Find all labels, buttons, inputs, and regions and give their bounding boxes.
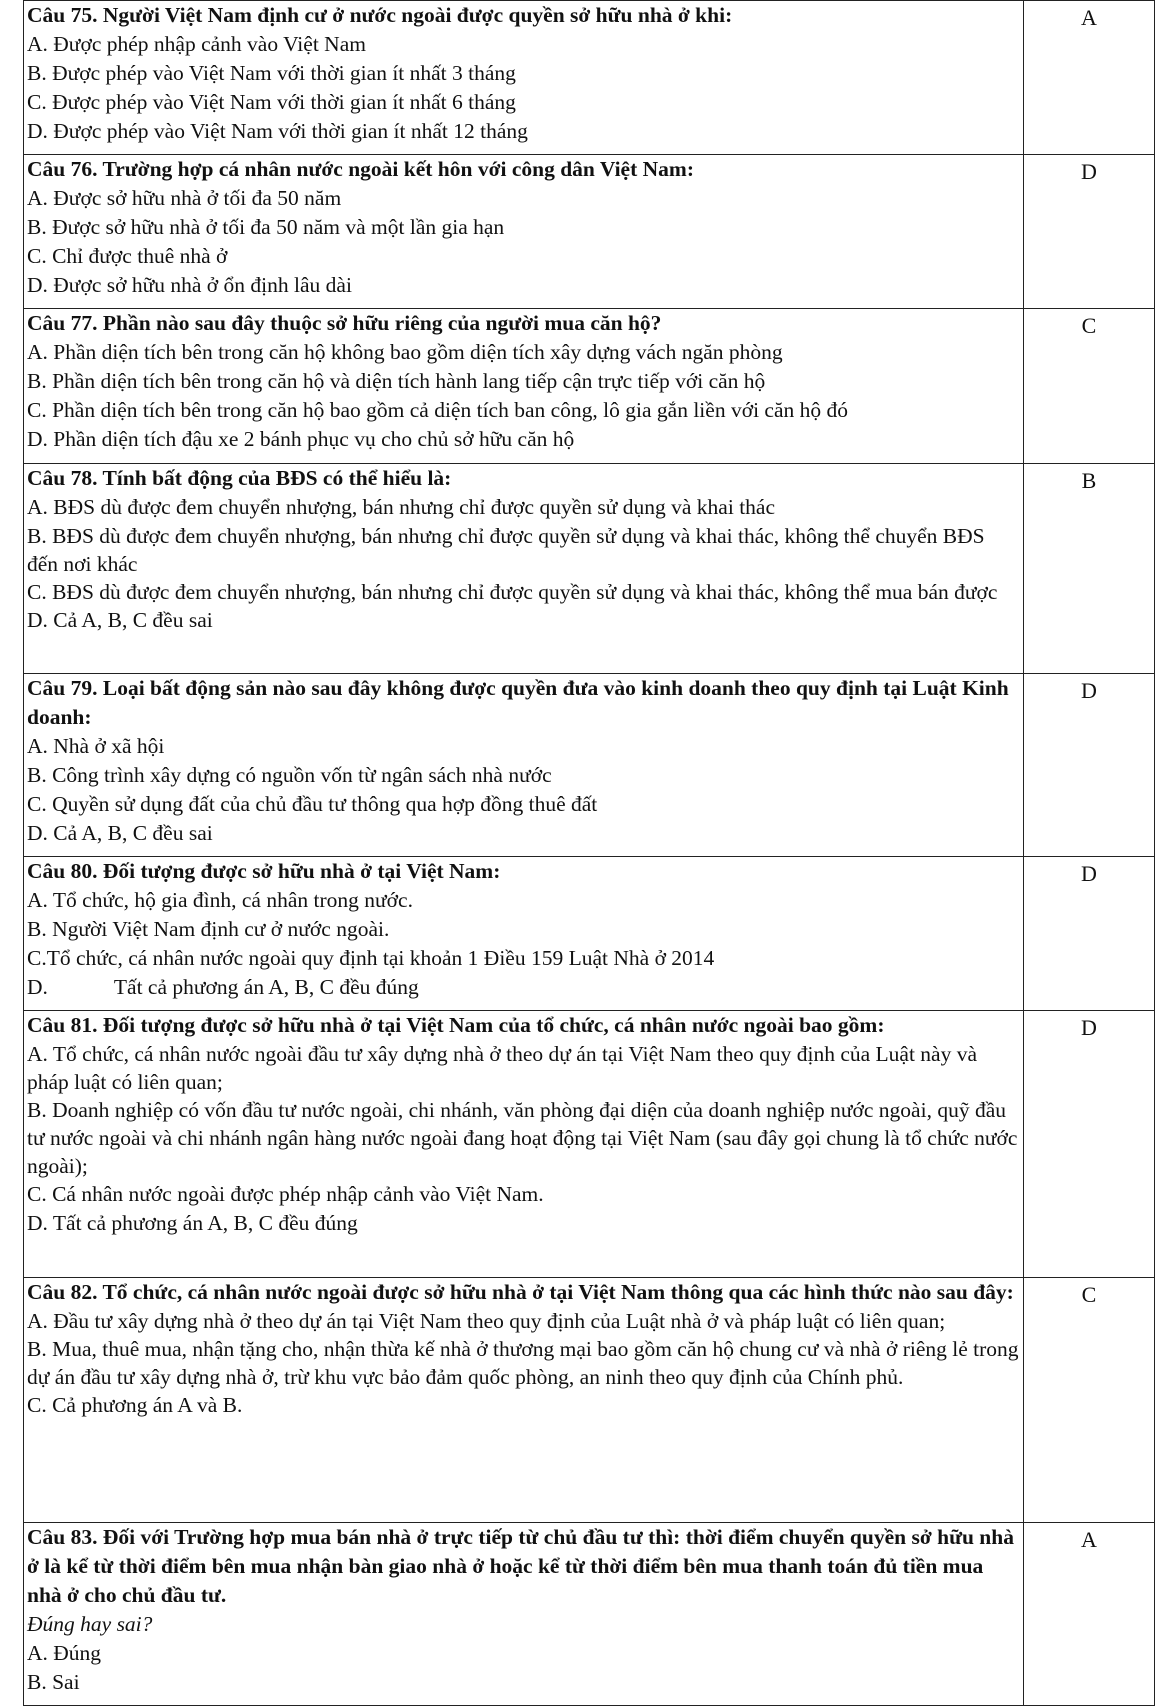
- question-row-82: [24, 1278, 1155, 1523]
- question-cell: [24, 1278, 1024, 1523]
- option-b: B. Người Việt Nam định cư ở nước ngoài.: [27, 917, 390, 941]
- question-cell: [24, 857, 1024, 1011]
- question-text: Câu 82. Tổ chức, cá nhân nước ngoài được sở hữu nhà ở tại Việt Nam thông qua các hình thức nào sau đây:: [27, 1280, 1014, 1304]
- question-row-78: [24, 464, 1155, 674]
- answer-cell: B: [1024, 464, 1155, 674]
- option-b: B. Phần diện tích bên trong căn hộ và diện tích hành lang tiếp cận trực tiếp với căn hộ: [27, 369, 766, 393]
- answer-cell: D: [1024, 155, 1155, 309]
- question-text: Câu 80. Đối tượng được sở hữu nhà ở tại Việt Nam:: [27, 859, 501, 883]
- question-cell: [24, 309, 1024, 464]
- option-a: A. Đúng: [27, 1641, 102, 1665]
- question-row-79: [24, 674, 1155, 857]
- option-b: B. Doanh nghiệp có vốn đầu tư nước ngoài, chi nhánh, văn phòng đại diện của doanh nghiệp nước ngoài, quỹ đầu tư nước ngoài và chi nhánh ngân hàng nước ngoài đang hoạt động tại Việt Nam (sau đây gọi chung là tổ chức nước ngoài);: [27, 1098, 1018, 1178]
- option-a: A. Được phép nhập cảnh vào Việt Nam: [27, 32, 366, 56]
- question-text: Câu 76. Trường hợp cá nhân nước ngoài kết hôn với công dân Việt Nam:: [27, 157, 694, 181]
- option-a: A. BĐS dù được đem chuyển nhượng, bán nhưng chỉ được quyền sử dụng và khai thác: [27, 495, 775, 519]
- option-a: A. Phần diện tích bên trong căn hộ không bao gồm diện tích xây dựng vách ngăn phòng: [27, 340, 783, 364]
- option-d: D. Cả A, B, C đều sai: [27, 608, 213, 632]
- option-b: B. Mua, thuê mua, nhận tặng cho, nhận thừa kế nhà ở thương mại bao gồm căn hộ chung cư và nhà ở riêng lẻ trong dự án đầu tư xây dựng nhà ở, trừ khu vực bảo đảm quốc phòng, an ninh theo quy định của Chính phủ.: [27, 1337, 1019, 1389]
- empty-line: [27, 1238, 1021, 1266]
- question-row-75: [24, 1, 1155, 155]
- question-cell: [24, 1, 1024, 155]
- option-c: C. Chỉ được thuê nhà ở: [27, 244, 228, 268]
- option-a: A. Đầu tư xây dựng nhà ở theo dự án tại Việt Nam theo quy định của Luật nhà ở và pháp luật có liên quan;: [27, 1309, 946, 1333]
- question-row-80: [24, 857, 1155, 1011]
- question-cell: [24, 155, 1024, 309]
- option-c: C. Cả phương án A và B.: [27, 1393, 243, 1417]
- answer-cell: C: [1024, 1278, 1155, 1523]
- option-d: D. Được phép vào Việt Nam với thời gian ít nhất 12 tháng: [27, 119, 528, 143]
- option-d: D. Cả A, B, C đều sai: [27, 821, 213, 845]
- option-b: B. BĐS dù được đem chuyển nhượng, bán nhưng chỉ được quyền sử dụng và khai thác, không thể chuyển BĐS đến nơi khác: [27, 524, 985, 576]
- answer-cell: A: [1024, 1523, 1155, 1706]
- answer-cell: C: [1024, 309, 1155, 464]
- option-c: C.Tổ chức, cá nhân nước ngoài quy định tại khoản 1 Điều 159 Luật Nhà ở 2014: [27, 946, 715, 970]
- option-b: B. Được phép vào Việt Nam với thời gian ít nhất 3 tháng: [27, 61, 516, 85]
- question-row-77: [24, 309, 1155, 464]
- option-c: C. Cá nhân nước ngoài được phép nhập cảnh vào Việt Nam.: [27, 1182, 544, 1206]
- option-a: A. Nhà ở xã hội: [27, 734, 165, 758]
- option-d-label: D.: [27, 975, 48, 999]
- option-c: C. BĐS dù được đem chuyển nhượng, bán nhưng chỉ được quyền sử dụng và khai thác, không thể mua bán được: [27, 580, 998, 604]
- true-false-prompt: Đúng hay sai?: [27, 1612, 153, 1636]
- question-cell: [24, 464, 1024, 674]
- question-row-76: [24, 155, 1155, 309]
- option-d: [27, 973, 1021, 1002]
- question-row-81: [24, 1011, 1155, 1278]
- question-text: Câu 78. Tính bất động của BĐS có thể hiểu là:: [27, 466, 452, 490]
- option-d: D. Tất cả phương án A, B, C đều đúng: [27, 1211, 358, 1235]
- question-text: Câu 75. Người Việt Nam định cư ở nước ngoài được quyền sở hữu nhà ở khi:: [27, 3, 733, 27]
- option-a: A. Được sở hữu nhà ở tối đa 50 năm: [27, 186, 342, 210]
- option-b: B. Sai: [27, 1670, 80, 1694]
- option-d: D. Phần diện tích đậu xe 2 bánh phục vụ cho chủ sở hữu căn hộ: [27, 427, 575, 451]
- option-c: C. Quyền sử dụng đất của chủ đầu tư thông qua hợp đồng thuê đất: [27, 792, 598, 816]
- answer-cell: D: [1024, 674, 1155, 857]
- answer-cell: A: [1024, 1, 1155, 155]
- option-b: B. Công trình xây dựng có nguồn vốn từ ngân sách nhà nước: [27, 763, 552, 787]
- option-b: B. Được sở hữu nhà ở tối đa 50 năm và một lần gia hạn: [27, 215, 505, 239]
- question-cell: [24, 674, 1024, 857]
- option-d: D. Được sở hữu nhà ở ổn định lâu dài: [27, 273, 352, 297]
- option-c: C. Được phép vào Việt Nam với thời gian ít nhất 6 tháng: [27, 90, 516, 114]
- question-row-83: [24, 1523, 1155, 1706]
- question-text: Câu 79. Loại bất động sản nào sau đây không được quyền đưa vào kinh doanh theo quy định tại Luật Kinh doanh:: [27, 676, 1009, 729]
- question-text: Câu 81. Đối tượng được sở hữu nhà ở tại Việt Nam của tổ chức, cá nhân nước ngoài bao gồm:: [27, 1013, 885, 1037]
- option-a: A. Tổ chức, cá nhân nước ngoài đầu tư xây dựng nhà ở theo dự án tại Việt Nam theo quy định của Luật này và pháp luật có liên quan;: [27, 1042, 978, 1094]
- quiz-table: [23, 0, 1155, 1706]
- option-a: A. Tổ chức, hộ gia đình, cá nhân trong nước.: [27, 888, 413, 912]
- question-text: Câu 83. Đối với Trường hợp mua bán nhà ở trực tiếp từ chủ đầu tư thì: thời điểm chuyển quyền sở hữu nhà ở là kể từ thời điểm bên mua nhận bàn giao nhà ở hoặc kể từ thời điểm bên mua thanh toán đủ tiền mua nhà ở cho chủ đầu tư.: [27, 1525, 1014, 1607]
- question-cell: [24, 1523, 1024, 1706]
- option-d-text: Tất cả phương án A, B, C đều đúng: [113, 975, 419, 999]
- question-cell: [24, 1011, 1024, 1278]
- question-text: Câu 77. Phần nào sau đây thuộc sở hữu riêng của người mua căn hộ?: [27, 311, 662, 335]
- option-c: C. Phần diện tích bên trong căn hộ bao gồm cả diện tích ban công, lô gia gắn liền với căn hộ đó: [27, 398, 848, 422]
- answer-cell: D: [1024, 1011, 1155, 1278]
- answer-cell: D: [1024, 857, 1155, 1011]
